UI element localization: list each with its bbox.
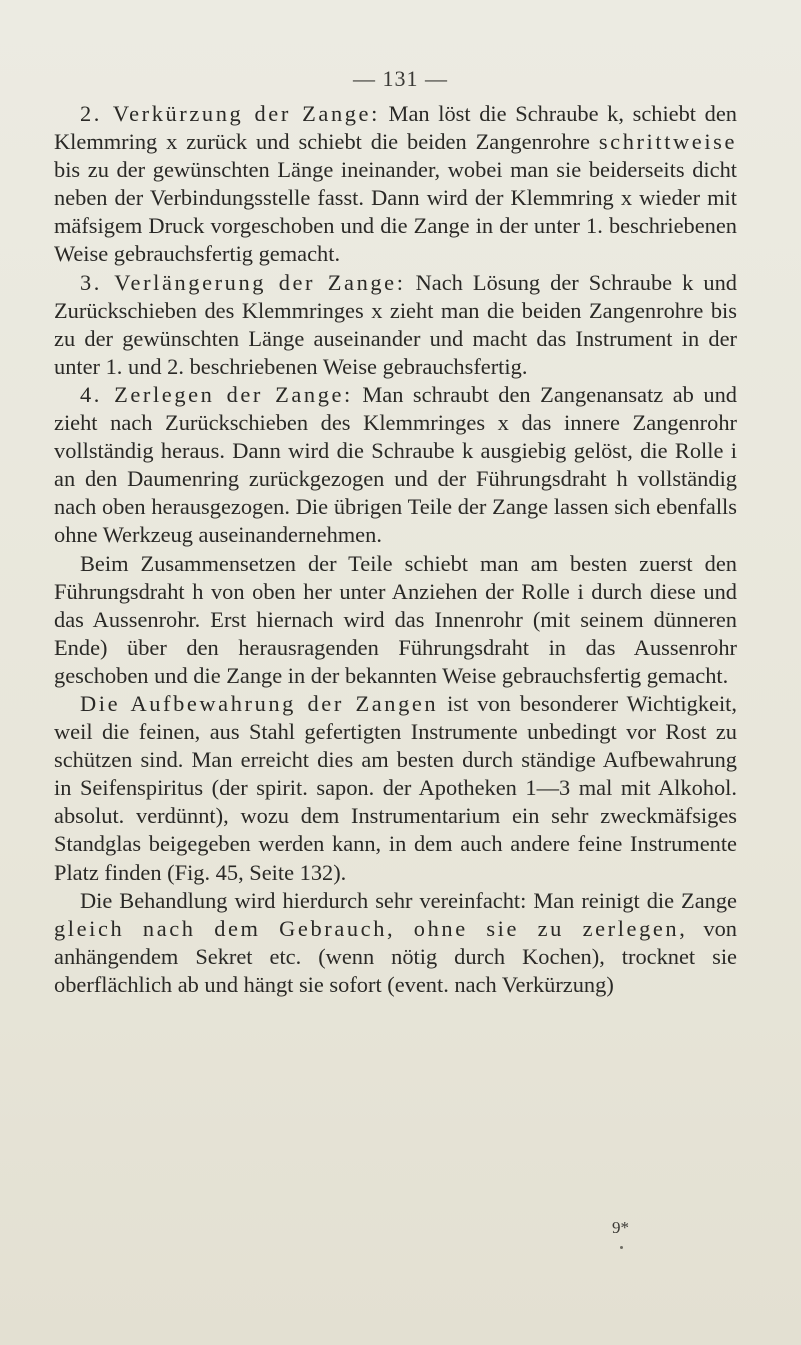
paragraph-text: Die Behandlung wird hierdurch sehr vereinfacht: Man reinigt die Zange <box>80 887 737 913</box>
section-heading-verkuerzung: 2. Verkürzung der Zange: <box>80 101 380 126</box>
emphasis-text: schrittweise <box>598 129 737 155</box>
paragraph-behandlung <box>54 887 737 999</box>
paragraph-text: Man schraubt den Zangenansatz ab und zieht nach Zurückschieben des Klemmringes x das innere Zangenrohr vollständig heraus. Dann wird die Schraube k ausgiebig gelöst, die Rolle i an den Daumenring zurückgezogen und der Führungsdraht h vollständig nach oben herausgezogen. Die übrigen Teile der Zange lassen sich ebenfalls ohne Werkzeug auseinandernehmen. <box>54 381 737 548</box>
paragraph-text: Man löst die Schraube k, schiebt den Klemmring x zurück und schiebt die beiden Zangenrohre <box>54 101 737 155</box>
paragraph-text: ist von besonderer Wichtigkeit, weil die feinen, aus Stahl gefertigten Instrumente unbedingt vor Rost zu schützen sind. Man erreicht dies am besten durch ständige Aufbewahrung in Seifenspiritus (der spirit. sapon. der Apotheken 1—3 mal mit Alkohol. absolut. verdünnt), wozu dem Instrumentarium ein sehr zweckmäfsiges Standglas beigegeben werden kann, in dem auch andere feine Instrumente Platz finden (Fig. 45, Seite 132). <box>54 690 737 885</box>
paragraph-text: bis zu der gewünschten Länge ineinander, wobei man sie beiderseits dicht neben der Verbindungsstelle fasst. Dann wird der Klemmring x wieder mit mäfsigem Druck vorgeschoben und die Zange in der unter 1. beschriebenen Weise gebrauchsfertig gemacht. <box>54 157 737 267</box>
paper-speck <box>620 1246 623 1249</box>
page-number: — 131 — <box>353 66 448 91</box>
paragraph-aufbewahrung <box>54 690 737 887</box>
body-text <box>54 100 737 999</box>
emphasis-text: gleich nach dem Gebrauch, ohne sie zu zerlegen, <box>54 915 688 941</box>
paragraph-text: Nach Lösung der Schraube k und Zurückschieben des Klemmringes x zieht man die beiden Zangenrohre bis zu der gewünschten Länge auseinander und macht das Instrument in der unter 1. und 2. beschriebenen Weise gebrauchsfertig. <box>54 269 737 379</box>
paragraph-text: von anhängendem Sekret etc. (wenn nötig durch Kochen), trocknet sie oberflächlich ab und hängt sie sofort (event. nach Verkürzung) <box>54 915 738 997</box>
section-heading-verlaengerung: 3. Verlängerung der Zange: <box>80 269 406 295</box>
paragraph-verkuerzung <box>54 100 737 269</box>
section-heading-zerlegen: 4. Zerlegen der Zange: <box>80 381 353 407</box>
section-heading-aufbewahrung: Die Aufbewahrung der Zangen <box>80 690 439 716</box>
paragraph-zerlegen <box>54 381 737 550</box>
paragraph-verlaengerung <box>54 269 737 381</box>
sheet-signature: 9* <box>612 1218 629 1237</box>
paragraph-text: Beim Zusammensetzen der Teile schiebt man am besten zuerst den Führungsdraht h von oben her unter Anziehen der Rolle i durch diese und das Aussenrohr. Erst hiernach wird das Innenrohr (mit seinem dünneren Ende) über den herausragenden Führungsdraht in das Aussenrohr geschoben und die Zange in der bekannten Weise gebrauchsfertig gemacht. <box>54 550 737 688</box>
paragraph-zusammensetzen <box>54 550 737 690</box>
